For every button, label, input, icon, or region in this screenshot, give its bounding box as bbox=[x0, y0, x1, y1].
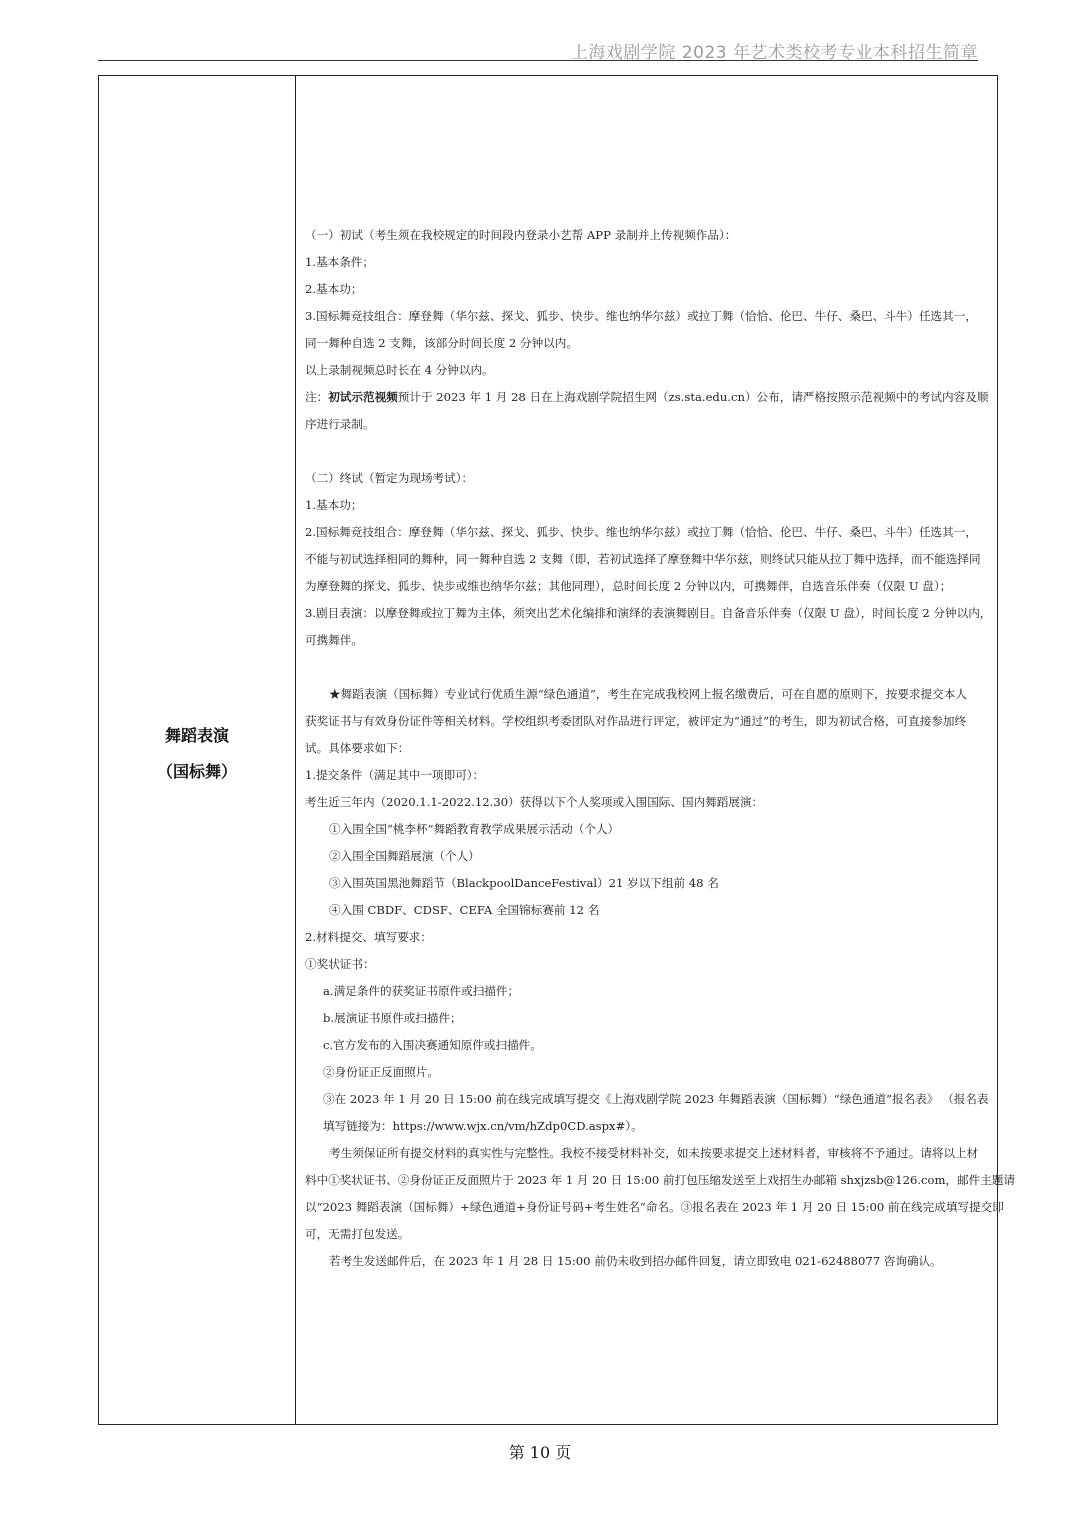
registration-link-line: 填写链接为：https://www.wjx.cn/vm/hZdp0CD.aspx#）。 bbox=[323, 1119, 643, 1133]
header-divider bbox=[98, 60, 978, 61]
text-line: 试。具体要求如下： bbox=[305, 741, 410, 755]
text-line: 可携舞伴。 bbox=[305, 633, 363, 647]
category-cell bbox=[99, 76, 296, 1424]
text-line: 2.国标舞竞技组合：摩登舞（华尔兹、探戈、狐步、快步、维也纳华尔兹）或拉丁舞（恰恰、伦巴、牛仔、桑巴、斗牛）任选其一， bbox=[305, 525, 977, 539]
text-line: 序进行录制。 bbox=[305, 417, 375, 431]
category-name: 舞蹈表演 bbox=[164, 726, 229, 745]
text-line: 1.基本功； bbox=[305, 498, 363, 512]
text-line: 不能与初试选择相同的舞种，同一舞种自选 2 支舞（即，若初试选择了摩登舞中华尔兹，则终试只能从拉丁舞中选择，而不能选择同 bbox=[305, 552, 981, 566]
text-line: 获奖证书与有效身份证件等相关材料。学校组织考委团队对作品进行评定，被评定为“通过”的考生，即为初试合格，可直接参加终 bbox=[305, 714, 967, 728]
text-line: 料中①奖状证书、②身份证正反面照片于 2023 年 1 月 20 日 15:00 前打包压缩发送至上戏招生办邮箱 shxjzsb@126.com，邮件主题请 bbox=[305, 1173, 1016, 1187]
note-line bbox=[305, 384, 991, 411]
note-prefix: 注： bbox=[305, 390, 329, 404]
info-table bbox=[98, 75, 1016, 1425]
category-label bbox=[99, 718, 295, 790]
green-channel-intro: ★舞蹈表演（国标舞）专业试行优质生源“绿色通道”，考生在完成我校网上报名缴费后，可在自愿的原则下，按要求提交本人 bbox=[329, 687, 967, 701]
text-line: 2.材料提交、填写要求： bbox=[305, 930, 432, 944]
demo-video-label: 初试示范视频 bbox=[328, 390, 398, 404]
list-item: ②入围全国舞蹈展演（个人） bbox=[329, 849, 480, 863]
text-line: 1.基本条件； bbox=[305, 255, 375, 269]
category-subname: （国标舞） bbox=[156, 762, 237, 781]
list-item: ④入围 CBDF、CDSF、CEFA 全国锦标赛前 12 名 bbox=[329, 903, 600, 917]
text-line: 2.基本功； bbox=[305, 282, 363, 296]
list-item: b.展演证书原件或扫描件； bbox=[323, 1011, 462, 1025]
text-line: 考生须保证所有提交材料的真实性与完整性。我校不接受材料补交，如未按要求提交上述材料者，审核将不予通过。请将以上材 bbox=[329, 1146, 979, 1160]
list-item: c.官方发布的入围决赛通知原件或扫描件。 bbox=[323, 1038, 542, 1052]
text-line: 以上录制视频总时长在 4 分钟以内。 bbox=[305, 363, 494, 377]
text-line: 为摩登舞的探戈、狐步、快步或维也纳华尔兹；其他同理），总时间长度 2 分钟以内，可携舞伴，自选音乐伴奏（仅限 U 盘）； bbox=[305, 579, 952, 593]
list-item: ③在 2023 年 1 月 20 日 15:00 前在线完成填写提交《上海戏剧学院 2023 年舞蹈表演（国标舞）“绿色通道”报名表》 （报名表 bbox=[323, 1092, 989, 1106]
contact-line: 若考生发送邮件后，在 2023 年 1 月 28 日 15:00 前仍未收到招办邮件回复，请立即致电 021-62488077 咨询确认。 bbox=[329, 1254, 942, 1268]
list-item: ②身份证正反面照片。 bbox=[323, 1065, 439, 1079]
text-line: ①奖状证书： bbox=[305, 957, 375, 971]
requirements-content bbox=[305, 222, 1016, 1275]
list-item: ③入围英国黑池舞蹈节（BlackpoolDanceFestival）21 岁以下组前 48 名 bbox=[329, 876, 719, 890]
text-line: 3.国标舞竞技组合：摩登舞（华尔兹、探戈、狐步、快步、维也纳华尔兹）或拉丁舞（恰恰、伦巴、牛仔、桑巴、斗牛）任选其一， bbox=[305, 309, 977, 323]
text-line: 考生近三年内（2020.1.1-2022.12.30）获得以下个人奖项或入围国际、国内舞蹈展演： bbox=[305, 795, 764, 809]
header-title: 上海戏剧学院 2023 年艺术类校考专业本科招生简章 bbox=[570, 43, 978, 63]
note-text: 预计于 2023 年 1 月 28 日在上海戏剧学院招生网（zs.sta.edu.cn）公布，请严格按照示范视频中的考试内容及顺 bbox=[397, 390, 989, 404]
page-number: 第 10 页 bbox=[508, 1443, 572, 1462]
section-final-heading: （二）终试（暂定为现场考试）： bbox=[305, 471, 474, 485]
list-item: a.满足条件的获奖证书原件或扫描件； bbox=[323, 984, 520, 998]
text-line: 3.剧目表演：以摩登舞或拉丁舞为主体，须突出艺术化编排和演绎的表演舞剧目。自备音乐伴奏（仅限 U 盘），时间长度 2 分钟以内， bbox=[305, 606, 992, 620]
text-line: 可，无需打包发送。 bbox=[305, 1227, 410, 1241]
text-line: 1.提交条件（满足其中一项即可）： bbox=[305, 768, 485, 782]
list-item: ①入围全国“桃李杯”舞蹈教育教学成果展示活动（个人） bbox=[329, 822, 620, 836]
text-line: 同一舞种自选 2 支舞，该部分时间长度 2 分钟以内。 bbox=[305, 336, 578, 350]
section-preliminary-heading: （一）初试（考生须在我校规定的时间段内登录小艺帮 APP 录制并上传视频作品）： bbox=[305, 228, 737, 242]
text-line: 以“2023 舞蹈表演（国标舞）+绿色通道+身份证号码+考生姓名”命名。③报名表在 2023 年 1 月 20 日 15:00 前在线完成填写提交即 bbox=[305, 1200, 1004, 1214]
